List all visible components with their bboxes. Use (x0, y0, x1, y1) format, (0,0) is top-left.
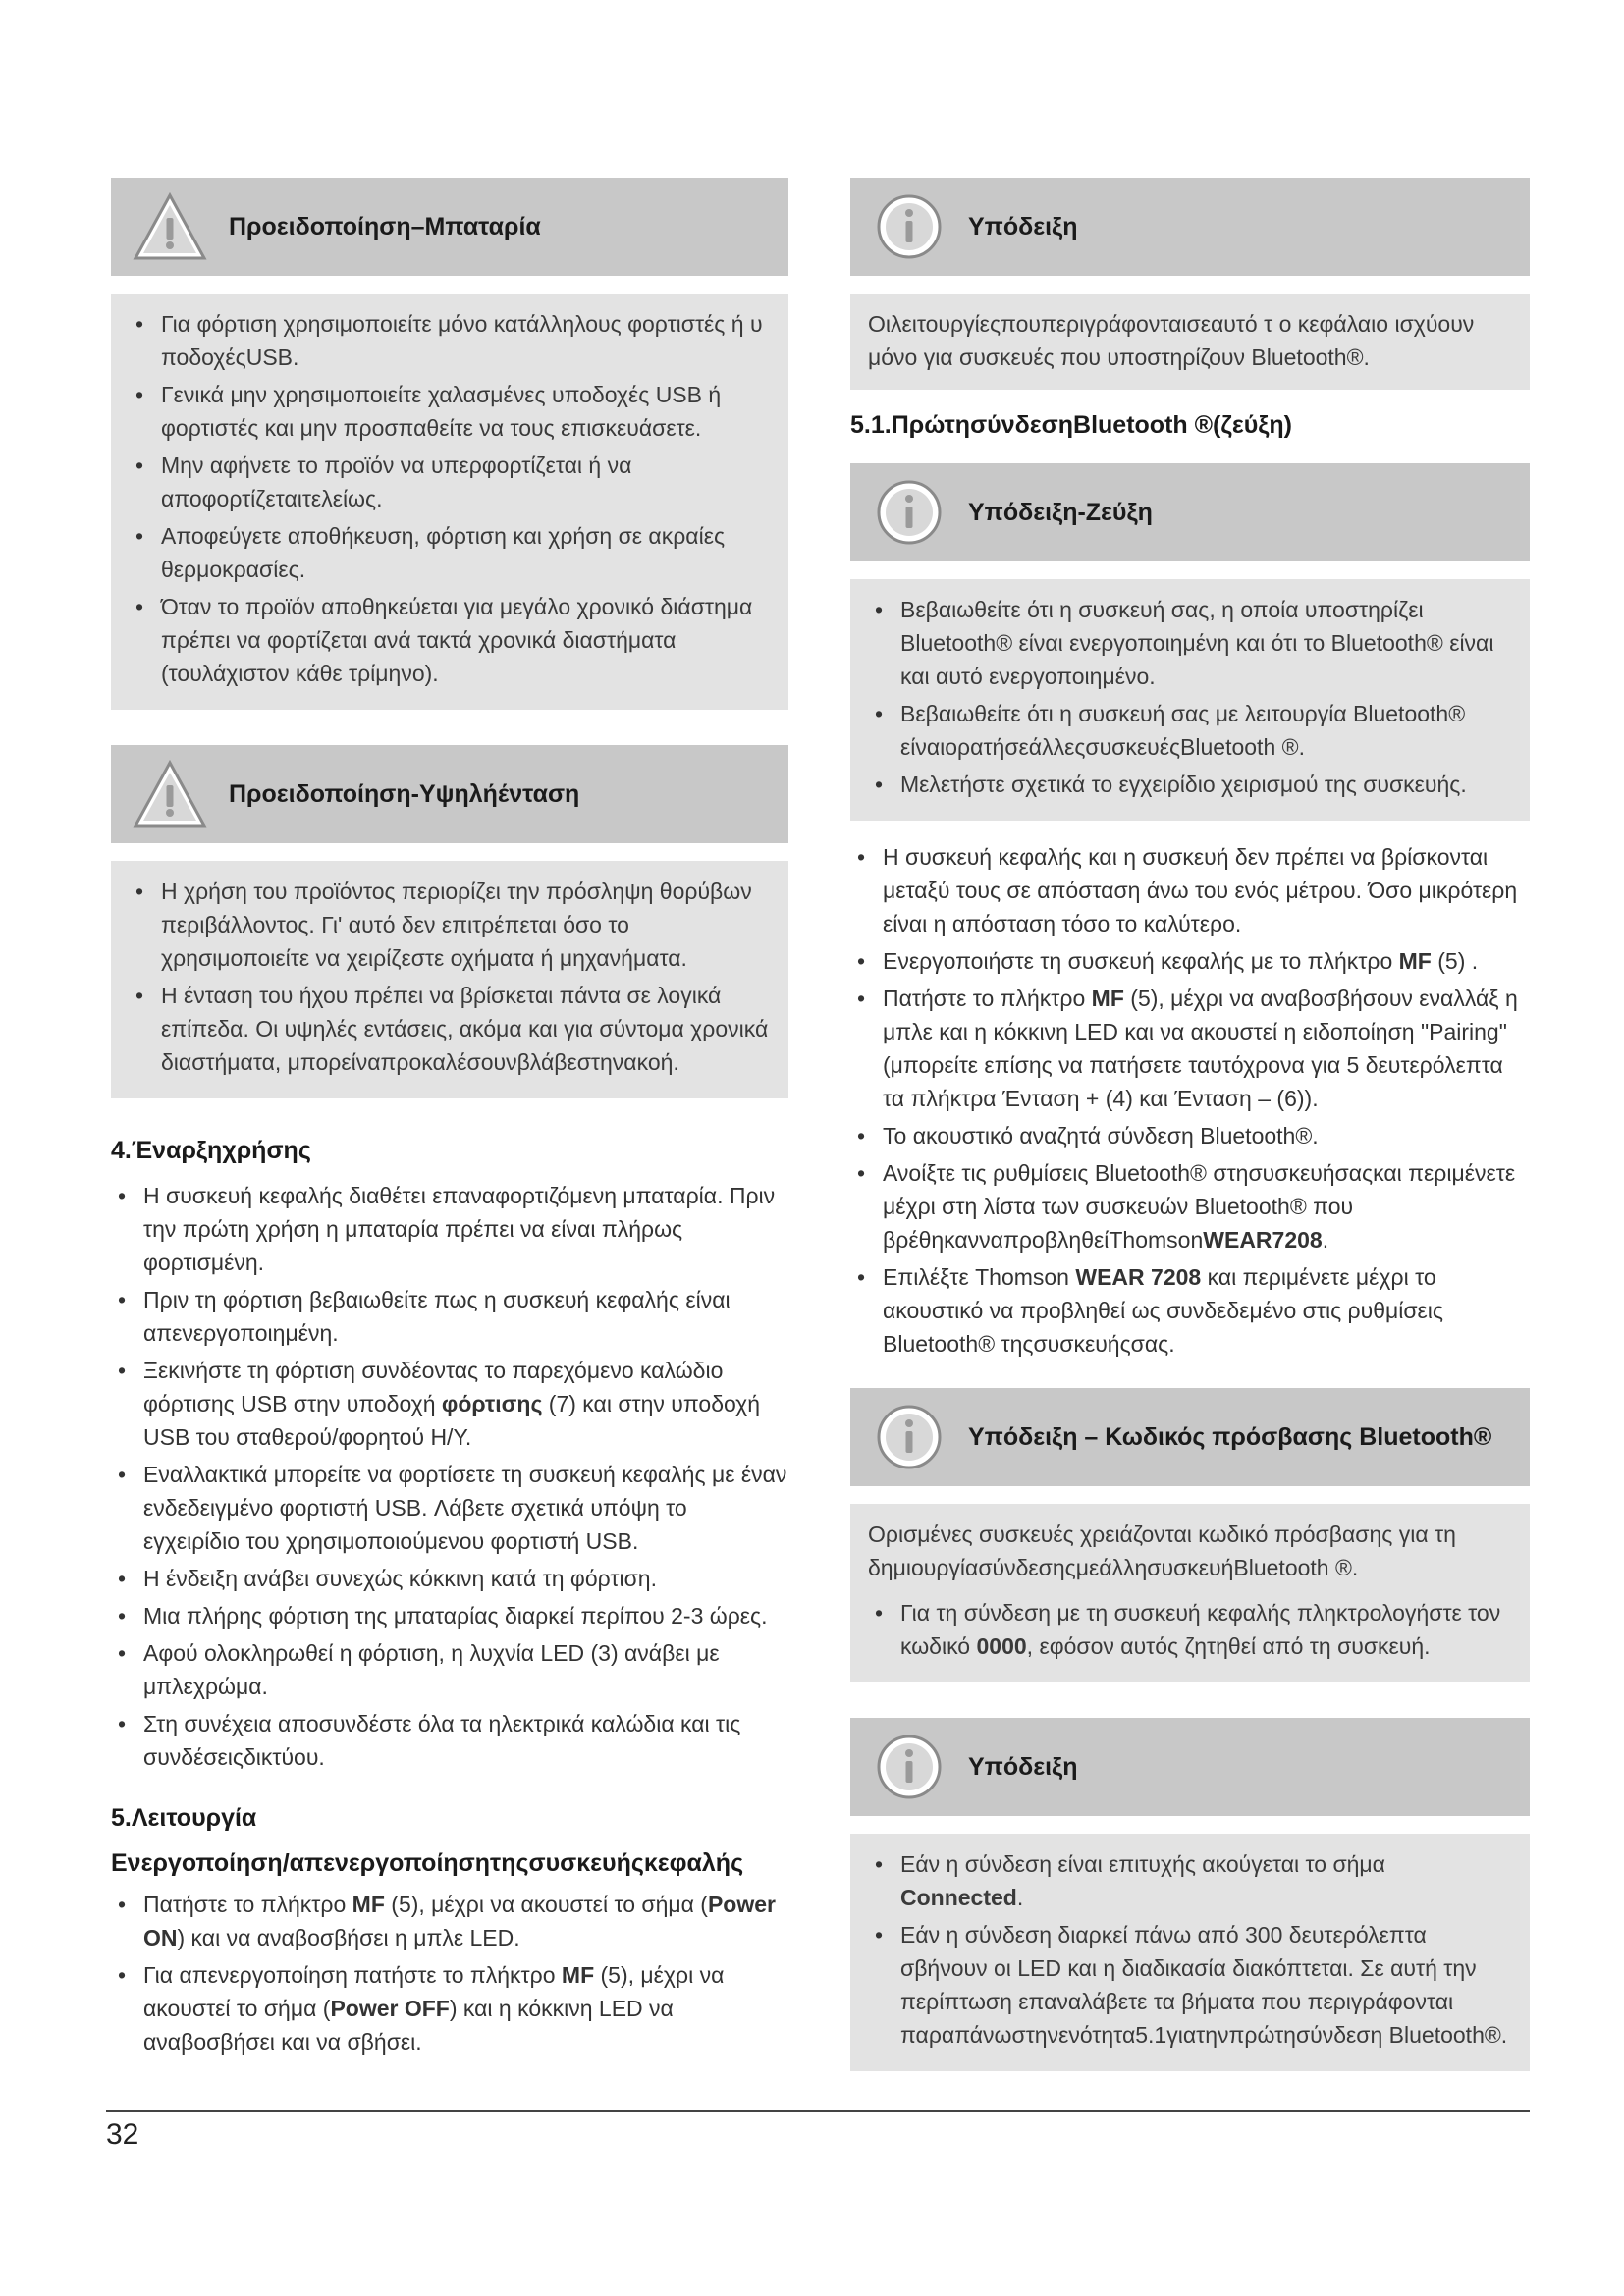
info-icon (872, 477, 947, 548)
list-item: • Για τη σύνδεση με τη συσκευή κεφαλής πληκτρολογήστε τον κωδικό 0000, εφόσον αυτός ζητηθεί από τη συσκευή. (868, 1596, 1512, 1663)
list-item: • Εναλλακτικά μπορείτε να φορτίσετε τη συσκευή κεφαλής με έναν ενδεδειγμένο φορτιστή USB. Λάβετε σχετικά υπόψη το εγχειρίδιο του χρησιμοποιούμενου φορτιστή USB. (111, 1458, 788, 1558)
list-item: • Πριν τη φόρτιση βεβαιωθείτε πως η συσκευή κεφαλής είναι απενεργοποιημένη. (111, 1283, 788, 1350)
list-item: • Η συσκευή κεφαλής διαθέτει επαναφορτιζόμενη μπαταρία. Πριν την πρώτη χρήση η μπαταρία πρέπει να είναι πλήρως φορτισμένη. (111, 1179, 788, 1279)
section-5-heading: 5.Λειτουργία (111, 1804, 257, 1832)
list-item: • Πατήστε το πλήκτρο MF (5), μέχρι να αναβοσβήσουν εναλλάξ η μπλε και η κόκκινη LED και να ακουστεί η ειδοποίηση "Pairing" (μπορείτε επίσης να πατήσετε ταυτόχρονα για 5 δευτερόλεπτα τα πλήκτρα Ένταση + (4) και Ένταση – (6)). (850, 982, 1530, 1115)
list-item: • Η χρήση του προϊόντος περιορίζει την πρόσληψη θορύβων περιβάλλοντος. Γι' αυτό δεν επιτρέπεται όσο το χρησιμοποιείτε να χειρίζεστε οχήματα ή μηχανήματα. (129, 875, 771, 975)
hint-connected-header (850, 1718, 1530, 1816)
info-icon (872, 1402, 947, 1472)
list-item: • Εάν η σύνδεση είναι επιτυχής ακούγεται το σήμα Connected. (868, 1847, 1512, 1914)
warning-icon (133, 759, 207, 829)
warning-battery-header (111, 178, 788, 276)
hint-text: Οιλειτουργίεςπουπεριγράφονταισεαυτό τ ο κεφάλαιο ισχύουν μόνο για συσκευές που υποστηρίζουν Bluetooth®. (868, 311, 1475, 370)
list-item: • Στη συνέχεια αποσυνδέστε όλα τα ηλεκτρικά καλώδια και τις συνδέσειςδικτύου. (111, 1707, 788, 1774)
hint-connected-title: Υπόδειξη (968, 1752, 1078, 1781)
pairing-steps (850, 840, 1530, 1361)
list-item: • Αποφεύγετε αποθήκευση, φόρτιση και χρήση σε ακραίες θερμοκρασίες. (129, 519, 771, 586)
list-item: • Βεβαιωθείτε ότι η συσκευή σας με λειτουργία Bluetooth® είναιορατήσεάλλεςσυσκευέςBluetooth ®. (868, 697, 1512, 764)
hint-connected-body (850, 1834, 1530, 2071)
list-item: • Το ακουστικό αναζητά σύνδεση Bluetooth®. (850, 1119, 1530, 1152)
hint-pairing-box (850, 463, 1530, 821)
list-item: • Για απενεργοποίηση πατήστε το πλήκτρο MF (5), μέχρι να ακουστεί το σήμα (Power OFF) και η κόκκινη LED να αναβοσβήσει και να σβήσει. (111, 1958, 788, 2058)
warning-battery-body (111, 294, 788, 710)
list-item: • Εάν η σύνδεση διαρκεί πάνω από 300 δευτερόλεπτα σβήνουν οι LED και η διαδικασία διακόπτεται. Σε αυτή την περίπτωση επαναλάβετε τα βήματα που περιγράφονται παραπάνωστηνενότητα5.1γιατηνπρώτησύνδεση Bluetooth®. (868, 1918, 1512, 2052)
info-icon (872, 1732, 947, 1802)
footer-divider (106, 2110, 1530, 2112)
hint-body (850, 294, 1530, 390)
hint-pairing-body (850, 579, 1530, 821)
hint-box (850, 178, 1530, 390)
list-item: • Όταν το προϊόν αποθηκεύεται για μεγάλο χρονικό διάστημα πρέπει να φορτίζεται ανά τακτά χρονικά διαστήματα (τουλάχιστον κάθε τρίμηνο). (129, 590, 771, 690)
section-5 (111, 1801, 788, 2058)
list-item: • Επιλέξτε Thomson WEAR 7208 και περιμένετε μέχρι το ακουστικό να προβληθεί ως συνδεδεμένο στις ρυθμίσεις Bluetooth® τηςσυσκευήςσας. (850, 1260, 1530, 1361)
list-item: • Η συσκευή κεφαλής και η συσκευή δεν πρέπει να βρίσκονται μεταξύ τους σε απόσταση άνω του ενός μέτρου. Όσο μικρότερη είναι η απόσταση τόσο το καλύτερο. (850, 840, 1530, 940)
list-item: • Ξεκινήστε τη φόρτιση συνδέοντας το παρεχόμενο καλώδιο φόρτισης USB στην υποδοχή φόρτισης (7) και στην υποδοχή USB του σταθερού/φορητού Η/Υ. (111, 1354, 788, 1454)
warning-volume-header (111, 745, 788, 843)
list-item: • Γενικά μην χρησιμοποιείτε χαλασμένες υποδοχές USB ή φορτιστές και μην προσπαθείτε να τους επισκευάσετε. (129, 378, 771, 445)
warning-icon (133, 191, 207, 262)
section-4-heading: 4.Έναρξηχρήσης (111, 1137, 311, 1164)
right-column (850, 178, 1530, 2107)
hint-pin-body (850, 1504, 1530, 1682)
list-item: • Ενεργοποιήστε τη συσκευή κεφαλής με το πλήκτρο MF (5) . (850, 944, 1530, 978)
section-4 (111, 1134, 788, 1774)
list-item: • Αφού ολοκληρωθεί η φόρτιση, η λυχνία LED (3) ανάβει με μπλεχρώμα. (111, 1636, 788, 1703)
list-item: • Μελετήστε σχετικά το εγχειρίδιο χειρισμού της συσκευής. (868, 768, 1512, 801)
left-column (111, 178, 788, 2062)
section-5-subheading: Ενεργοποίηση/απενεργοποίησητηςσυσκευήςκεφαλής (111, 1849, 744, 1877)
warning-volume-box (111, 745, 788, 1098)
warning-battery-title: Προειδοποίηση–Μπαταρία (229, 212, 541, 240)
hint-pairing-title: Υπόδειξη-Ζεύξη (968, 498, 1153, 526)
hint-header (850, 178, 1530, 276)
hint-pin-text: Ορισμένες συσκευές χρειάζονται κωδικό πρόσβασης για τη δημιουργίασύνδεσηςμεάλλησυσκευήBluetooth ®. (868, 1522, 1456, 1580)
info-icon (872, 191, 947, 262)
list-item: • Μια πλήρης φόρτιση της μπαταρίας διαρκεί περίπου 2-3 ώρες. (111, 1599, 788, 1632)
warning-volume-title: Προειδοποίηση-Υψηλήένταση (229, 779, 580, 808)
hint-pin-box (850, 1388, 1530, 1682)
hint-pin-title: Υπόδειξη – Κωδικός πρόσβασης Bluetooth® (968, 1422, 1492, 1451)
hint-pairing-header (850, 463, 1530, 561)
warning-volume-body (111, 861, 788, 1098)
warning-battery-box (111, 178, 788, 710)
hint-connected-box (850, 1718, 1530, 2071)
list-item: • Η ένδειξη ανάβει συνεχώς κόκκινη κατά τη φόρτιση. (111, 1562, 788, 1595)
hint-title: Υπόδειξη (968, 212, 1078, 240)
list-item: • Ανοίξτε τις ρυθμίσεις Bluetooth® στησυσκευήσαςκαι περιμένετε μέχρι στη λίστα των συσκευών Bluetooth® που βρέθηκανναπροβληθείThomsonWEAR7208. (850, 1156, 1530, 1256)
list-item: • Η ένταση του ήχου πρέπει να βρίσκεται πάντα σε λογικά επίπεδα. Οι υψηλές εντάσεις, ακόμα και για σύντομα χρονικά διαστήματα, μπορείναπροκαλέσουνβλάβεστηνακοή. (129, 979, 771, 1079)
list-item: • Μην αφήνετε το προϊόν να υπερφορτίζεται ή να αποφορτίζεταιτελείως. (129, 449, 771, 515)
section-5-1-heading: 5.1.ΠρώτησύνδεσηBluetooth ®(ζεύξη) (850, 411, 1293, 439)
hint-pin-header (850, 1388, 1530, 1486)
page-number: 32 (106, 2118, 139, 2151)
list-item: • Βεβαιωθείτε ότι η συσκευή σας, η οποία υποστηρίζει Bluetooth® είναι ενεργοποιημένη και ότι το Bluetooth® είναι και αυτό ενεργοποιημένο. (868, 593, 1512, 693)
list-item: • Πατήστε το πλήκτρο MF (5), μέχρι να ακουστεί το σήμα (Power ON) και να αναβοσβήσει η μπλε LED. (111, 1888, 788, 1954)
list-item: • Για φόρτιση χρησιμοποιείτε μόνο κατάλληλους φορτιστές ή υ ποδοχέςUSB. (129, 307, 771, 374)
